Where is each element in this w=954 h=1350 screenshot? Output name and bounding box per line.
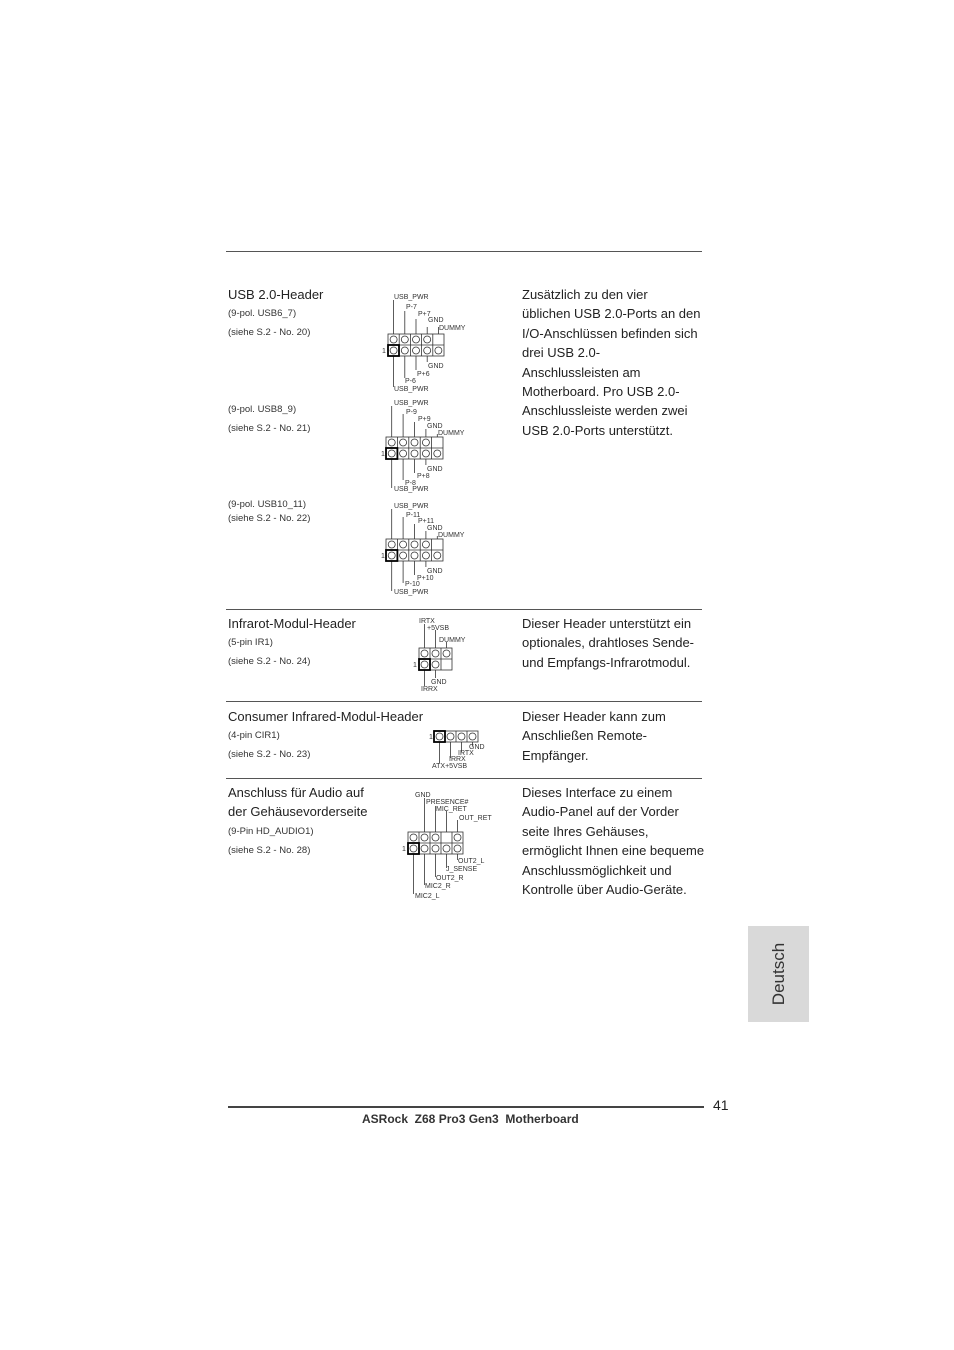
ir-label: GND [431, 679, 447, 686]
audio-desc-line: Audio-Panel auf der Vorder [522, 804, 679, 820]
ir-pins: (5-pin IR1) [228, 637, 273, 648]
usb1011-label: P+11 [418, 518, 435, 525]
audio-label: MIC_RET [436, 806, 467, 813]
cir-description [522, 707, 666, 765]
usb1011-pins: (9-pol. USB10_11) [228, 499, 306, 510]
usb1011-pin-diagram [380, 499, 470, 599]
usb67-label: GND [428, 363, 444, 370]
usb67-label: P+6 [417, 371, 430, 378]
ir-header-title: Infrarot-Modul-Header [228, 616, 356, 631]
usb89-label: USB_PWR [394, 486, 429, 493]
usb1011-label: USB_PWR [394, 503, 429, 510]
language-side-tab [748, 926, 809, 1022]
ir-pin-diagram [410, 614, 480, 696]
usb89-label: P+9 [418, 416, 431, 423]
ir-ref: (siehe S.2 - No. 24) [228, 656, 311, 667]
footer-product-name: ASRock Z68 Pro3 Gen3 Motherboard [362, 1112, 579, 1126]
usb-desc-line: Zusätzlich zu den vier [522, 287, 648, 302]
pin-one-marker: 1 [382, 348, 386, 355]
audio-desc-line: Anschlussmöglichkeit und [522, 862, 672, 878]
usb89-label: GND [427, 466, 443, 473]
usb1011-ref: (siehe S.2 - No. 22) [228, 513, 311, 524]
usb-desc-line: Anschlussleisten am [522, 364, 641, 380]
usb67-pin-diagram [380, 290, 470, 395]
audio-description [522, 783, 704, 899]
usb89-ref: (siehe S.2 - No. 21) [228, 423, 311, 434]
audio-pins: (9-Pin HD_AUDIO1) [228, 826, 314, 837]
usb1011-label: P-11 [406, 512, 421, 519]
cir-pins: (4-pin CIR1) [228, 730, 280, 741]
audio-desc-line: Kontrolle über Audio-Geräte. [522, 881, 687, 897]
usb67-label: GND [428, 317, 444, 324]
usb89-label: P-8 [405, 480, 416, 487]
usb-desc-line: Motherboard. Pro USB 2.0- [522, 383, 680, 399]
audio-ref: (siehe S.2 - No. 28) [228, 845, 311, 856]
ir-label: IRRX [421, 686, 438, 693]
usb1011-label: P+10 [417, 575, 434, 582]
usb1011-label: GND [427, 525, 443, 532]
usb-desc-line: Anschlussleiste werden zwei [522, 403, 688, 419]
audio-header-title-1: Anschluss für Audio auf [228, 785, 364, 800]
ir-desc-line: und Empfangs-Infrarotmodul. [522, 654, 691, 670]
usb67-label: P-7 [406, 304, 417, 311]
pin-one-marker: 1 [429, 734, 433, 741]
usb1011-label: GND [427, 568, 443, 575]
audio-label: J_SENSE [446, 866, 478, 873]
audio-desc-line: seite Ihres Gehäuses, [522, 823, 649, 839]
usb1011-label: P-10 [405, 581, 420, 588]
usb-desc-line: USB 2.0-Ports unterstützt. [522, 422, 674, 438]
ir-label: DUMMY [439, 637, 466, 644]
cir-label: IRTX [458, 750, 474, 757]
language-tab-label: Deutsch [768, 942, 788, 1006]
usb89-label: USB_PWR [394, 400, 429, 407]
cir-label: IRRX [449, 756, 466, 763]
cir-header-title: Consumer Infrared-Modul-Header [228, 709, 424, 724]
cir-desc-line: Dieser Header kann zum [522, 709, 666, 724]
usb1011-label: DUMMY [438, 532, 465, 539]
audio-label: GND [415, 792, 431, 799]
ir-description [522, 614, 694, 672]
usb67-label: USB_PWR [394, 386, 429, 393]
ir-desc-line: Dieser Header unterstützt ein [522, 616, 692, 631]
usb89-label: GND [427, 423, 443, 430]
pin-one-marker: 1 [381, 451, 385, 458]
pin-one-marker: 1 [413, 662, 417, 669]
audio-label: OUT_RET [459, 815, 492, 822]
usb67-pins: (9-pol. USB6_7) [228, 308, 297, 319]
page-number: 41 [713, 1097, 729, 1113]
audio-desc-line: Dieses Interface zu einem [522, 785, 673, 800]
audio-label: MIC2_R [425, 883, 451, 890]
footer-rule [228, 1106, 704, 1108]
usb67-label: P-6 [405, 378, 416, 385]
cir-pin-diagram [426, 727, 496, 773]
usb-desc-line: drei USB 2.0- [522, 345, 601, 361]
usb-header-title: USB 2.0-Header [228, 287, 324, 302]
cir-ref: (siehe S.2 - No. 23) [228, 749, 311, 760]
pin-one-marker: 1 [381, 553, 385, 560]
top-rule [226, 251, 702, 252]
usb1011-label: USB_PWR [394, 589, 429, 596]
usb89-label: DUMMY [438, 430, 465, 437]
ir-label: +5VSB [427, 625, 449, 632]
usb67-label: P+7 [418, 311, 431, 318]
audio-desc-line: ermöglicht Ihnen eine bequeme [522, 843, 705, 859]
section-divider [226, 778, 702, 779]
cir-desc-line: Empfänger. [522, 747, 589, 763]
usb67-label: DUMMY [439, 325, 466, 332]
ir-desc-line: optionales, drahtloses Sende- [522, 635, 695, 651]
cir-label: GND [469, 744, 485, 751]
usb89-label: P-9 [406, 409, 417, 416]
usb67-label: USB_PWR [394, 294, 429, 301]
section-divider [226, 701, 702, 702]
cir-label: ATX+5VSB [432, 763, 468, 770]
usb67-ref: (siehe S.2 - No. 20) [228, 327, 311, 338]
ir-label: IRTX [419, 618, 435, 625]
audio-label: MIC2_L [415, 893, 440, 900]
usb-desc-line: üblichen USB 2.0-Ports an den [522, 306, 701, 322]
audio-label: OUT2_R [436, 875, 464, 882]
usb89-pins: (9-pol. USB8_9) [228, 404, 297, 415]
section-divider [226, 609, 702, 610]
usb89-label: P+8 [417, 473, 430, 480]
cir-desc-line: Anschließen Remote- [522, 728, 647, 744]
pin-one-marker: 1 [402, 846, 406, 853]
usb89-pin-diagram [380, 396, 470, 496]
audio-label: OUT2_L [458, 858, 485, 865]
usb-desc-line: I/O-Anschlüssen befinden sich [522, 325, 698, 341]
audio-pin-diagram [400, 786, 500, 904]
audio-header-title-2: der Gehäusevorderseite [228, 804, 368, 819]
audio-label: PRESENCE# [426, 799, 469, 806]
usb-description [522, 285, 701, 440]
